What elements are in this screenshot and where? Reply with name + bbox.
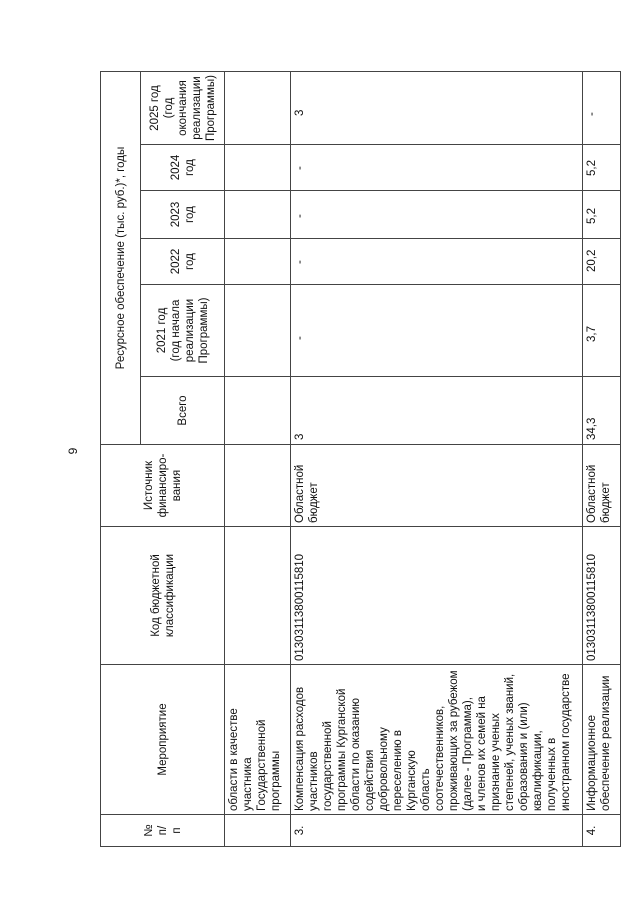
- row-2023: [225, 191, 291, 239]
- row-2025: [225, 72, 291, 145]
- row-num: 3.: [291, 815, 583, 847]
- header-code: Код бюджетной классификации: [101, 527, 225, 665]
- table-row: [225, 72, 291, 847]
- row-event: Компенсация расходов участников государственной программы Курганской области по оказанию содействия добровольному переселению в Курганскую область соотечественников, проживающих за рубежом (далее - Программа), и членов их семей на признание ученых степеней, ученых званий, образования и (или) квалификации, полученных в иностранном государстве: [291, 665, 583, 815]
- table-row: [583, 72, 621, 847]
- row-2023: -: [291, 191, 583, 239]
- row-total: 34,3: [583, 377, 621, 445]
- row-2024: 5,2: [583, 145, 621, 191]
- row-num: 4.: [583, 815, 621, 847]
- row-code: 01303113800115810: [583, 527, 621, 665]
- row-2024: -: [291, 145, 583, 191]
- row-source: Областной бюджет: [291, 445, 583, 527]
- header-resource: Ресурсное обеспечение (тыс. руб.)*, годы: [101, 72, 141, 445]
- row-event: Информационное обеспечение реализации: [583, 665, 621, 815]
- row-2022: [225, 239, 291, 285]
- row-total: [225, 377, 291, 445]
- header-num: № п/ п: [101, 815, 225, 847]
- row-2025: -: [583, 72, 621, 145]
- row-source: [225, 445, 291, 527]
- header-source: Источник финансиро- вания: [101, 445, 225, 527]
- row-2021: -: [291, 285, 583, 377]
- header-2021: 2021 год (год начала реализации Программы): [141, 285, 225, 377]
- row-2023: 5,2: [583, 191, 621, 239]
- header-2025: 2025 год (год окончания реализации Программы): [141, 72, 225, 145]
- row-2021: [225, 285, 291, 377]
- row-2024: [225, 145, 291, 191]
- row-2022: -: [291, 239, 583, 285]
- row-event: области в качестве участника Государственной программы: [225, 665, 291, 815]
- row-2021: 3,7: [583, 285, 621, 377]
- table-row: [291, 72, 583, 847]
- header-total: Всего: [141, 377, 225, 445]
- row-num: [225, 815, 291, 847]
- row-code: [225, 527, 291, 665]
- row-2022: 20,2: [583, 239, 621, 285]
- resource-table: [100, 71, 621, 847]
- header-2023: 2023 год: [141, 191, 225, 239]
- header-event: Мероприятие: [101, 665, 225, 815]
- row-total: 3: [291, 377, 583, 445]
- header-2022: 2022 год: [141, 239, 225, 285]
- row-2025: 3: [291, 72, 583, 145]
- page-number: 9: [66, 447, 80, 455]
- row-code: 01303113800115810: [291, 527, 583, 665]
- row-source: Областной бюджет: [583, 445, 621, 527]
- header-2024: 2024 год: [141, 145, 225, 191]
